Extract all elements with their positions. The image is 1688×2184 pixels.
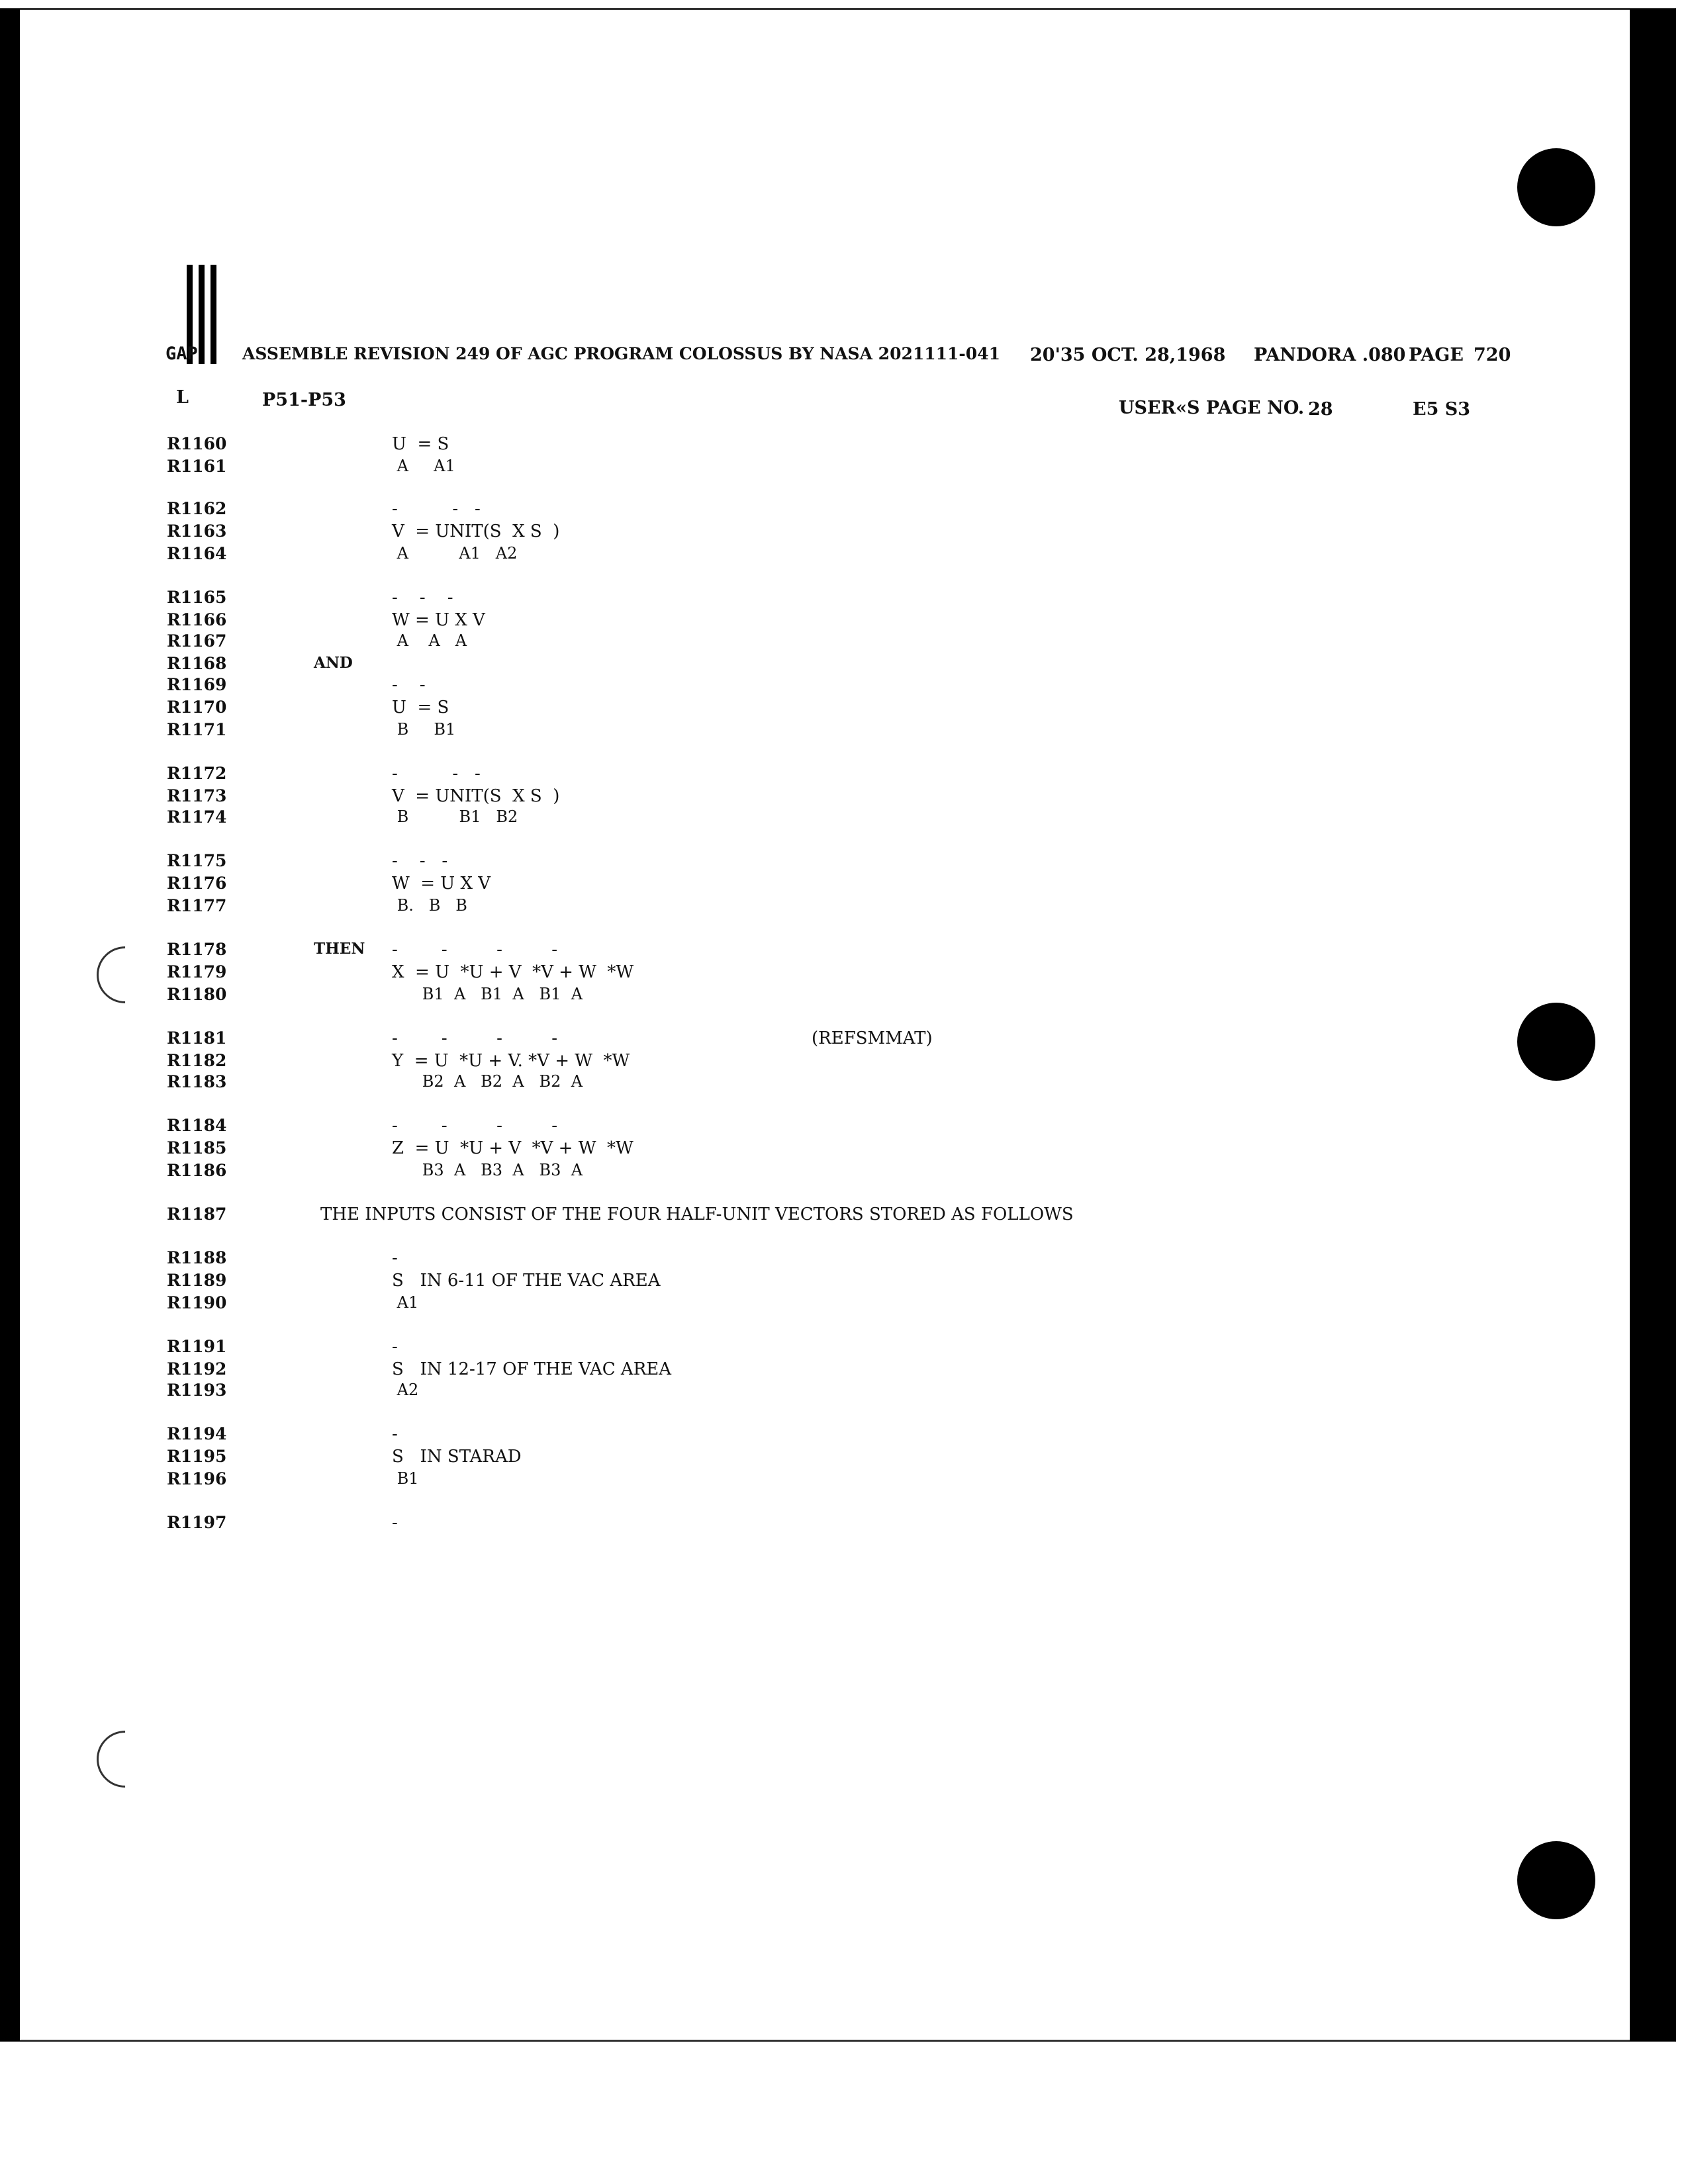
input-line: S IN STARAD xyxy=(392,1447,522,1467)
keyword-and: AND xyxy=(314,654,353,672)
formula-text: U = S xyxy=(392,698,449,717)
vector-bars: - - - xyxy=(392,851,448,871)
line-number: R1191 xyxy=(167,1337,227,1356)
bottom-edge-rule xyxy=(0,2040,1676,2042)
line-number: R1186 xyxy=(167,1161,227,1180)
top-edge-rule xyxy=(0,8,1676,10)
binder-hole-middle xyxy=(1517,1003,1595,1081)
right-scan-edge xyxy=(1630,9,1676,2041)
line-number: R1185 xyxy=(167,1138,227,1158)
line-number: R1161 xyxy=(167,457,227,476)
line-number: R1175 xyxy=(167,851,227,870)
line-number: R1196 xyxy=(167,1469,227,1488)
header-page-label: PAGE xyxy=(1409,345,1464,365)
formula-text: U = S xyxy=(392,434,449,454)
ring-mark-upper xyxy=(85,934,165,1015)
header-col-l: L xyxy=(176,387,189,408)
vector-bars: - xyxy=(392,1424,398,1444)
line-number: R1192 xyxy=(167,1359,227,1379)
formula-text: Y = U *U + V. *V + W *W xyxy=(392,1051,630,1071)
formula-text: W = U X V xyxy=(392,610,485,630)
vector-bars: - xyxy=(392,1248,398,1268)
line-number: R1177 xyxy=(167,896,227,915)
formula-subscripts: B B1 B2 xyxy=(392,807,518,826)
line-number: R1197 xyxy=(167,1513,227,1532)
line-number: R1174 xyxy=(167,807,227,827)
vector-bars: - - - - xyxy=(392,1116,558,1136)
line-number: R1167 xyxy=(167,631,227,651)
header-timestamp: 20'35 OCT. 28,1968 xyxy=(1030,345,1226,365)
vector-bars: - - - - xyxy=(392,1028,558,1048)
formula-subscripts: A A1 A2 xyxy=(392,544,518,563)
line-number: R1183 xyxy=(167,1072,227,1091)
line-number: R1190 xyxy=(167,1293,227,1312)
line-number: R1181 xyxy=(167,1028,227,1048)
formula-subscripts: A2 xyxy=(392,1381,419,1399)
formula-text: V = UNIT(S X S ) xyxy=(392,522,560,541)
vector-bars: - - - xyxy=(392,764,481,784)
vector-bars: - - - xyxy=(392,588,453,608)
line-number: R1173 xyxy=(167,786,227,805)
line-number: R1162 xyxy=(167,499,227,518)
line-number: R1189 xyxy=(167,1271,227,1290)
line-number: R1193 xyxy=(167,1381,227,1400)
vector-bars: - - - - xyxy=(392,940,558,960)
line-number: R1194 xyxy=(167,1424,227,1443)
line-number: R1169 xyxy=(167,675,227,694)
line-number: R1172 xyxy=(167,764,227,783)
input-line: S IN 12-17 OF THE VAC AREA xyxy=(392,1359,672,1379)
formula-subscripts: A A A xyxy=(392,631,467,650)
line-number: R1178 xyxy=(167,940,227,959)
formula-subscripts: B3 A B3 A B3 A xyxy=(392,1161,583,1179)
header-page-number: 720 xyxy=(1474,345,1511,365)
line-number: R1168 xyxy=(167,654,227,673)
formula-subscripts: A1 xyxy=(392,1293,419,1312)
formula-text: X = U *U + V *V + W *W xyxy=(392,962,634,982)
header-title: ASSEMBLE REVISION 249 OF AGC PROGRAM COLOSSUS BY NASA 2021111-041 xyxy=(242,344,1000,363)
line-number: R1176 xyxy=(167,874,227,893)
vector-bars: - - - xyxy=(392,499,481,519)
input-line: S IN 6-11 OF THE VAC AREA xyxy=(392,1271,661,1291)
formula-text: V = UNIT(S X S ) xyxy=(392,786,560,806)
header-code: E5 S3 xyxy=(1413,399,1471,420)
inputs-description: THE INPUTS CONSIST OF THE FOUR HALF-UNIT VECTORS STORED AS FOLLOWS xyxy=(320,1205,1074,1224)
line-number: R1164 xyxy=(167,544,227,563)
line-number: R1188 xyxy=(167,1248,227,1267)
formula-subscripts: A A1 xyxy=(392,457,455,475)
binder-hole-top xyxy=(1517,148,1595,226)
formula-subscripts: B1 A B1 A B1 A xyxy=(392,985,583,1003)
line-number: R1166 xyxy=(167,610,227,629)
ring-mark-lower xyxy=(85,1719,165,1799)
line-number: R1187 xyxy=(167,1205,227,1224)
line-number: R1184 xyxy=(167,1116,227,1135)
vector-bars: - - xyxy=(392,675,426,695)
formula-text: W = U X V xyxy=(392,874,491,893)
line-number: R1160 xyxy=(167,434,227,453)
header-user-page: USER«S PAGE NO. xyxy=(1119,398,1305,418)
header-section: P51-P53 xyxy=(262,390,346,410)
formula-subscripts: B2 A B2 A B2 A xyxy=(392,1072,583,1091)
binder-hole-bottom xyxy=(1517,1841,1595,1919)
vector-bars: - xyxy=(392,1513,398,1533)
line-number: R1180 xyxy=(167,985,227,1004)
header-system: PANDORA .080 xyxy=(1254,345,1406,365)
vector-bars: - xyxy=(392,1337,398,1357)
line-number: R1179 xyxy=(167,962,227,981)
keyword-then: THEN xyxy=(314,940,365,958)
line-number: R1163 xyxy=(167,522,227,541)
formula-subscripts: B. B B xyxy=(392,896,467,915)
line-number: R1170 xyxy=(167,698,227,717)
line-number: R1182 xyxy=(167,1051,227,1070)
line-number: R1165 xyxy=(167,588,227,607)
header-user-page-no: 28 xyxy=(1308,399,1333,420)
formula-subscripts: B B1 xyxy=(392,720,456,739)
formula-subscripts: B1 xyxy=(392,1469,419,1488)
formula-text: Z = U *U + V *V + W *W xyxy=(392,1138,633,1158)
header-prefix: GAP xyxy=(165,343,198,364)
refsmmat-label: (REFSMMAT) xyxy=(812,1028,933,1048)
line-number: R1195 xyxy=(167,1447,227,1466)
left-scan-edge xyxy=(0,9,20,2041)
line-number: R1171 xyxy=(167,720,227,739)
